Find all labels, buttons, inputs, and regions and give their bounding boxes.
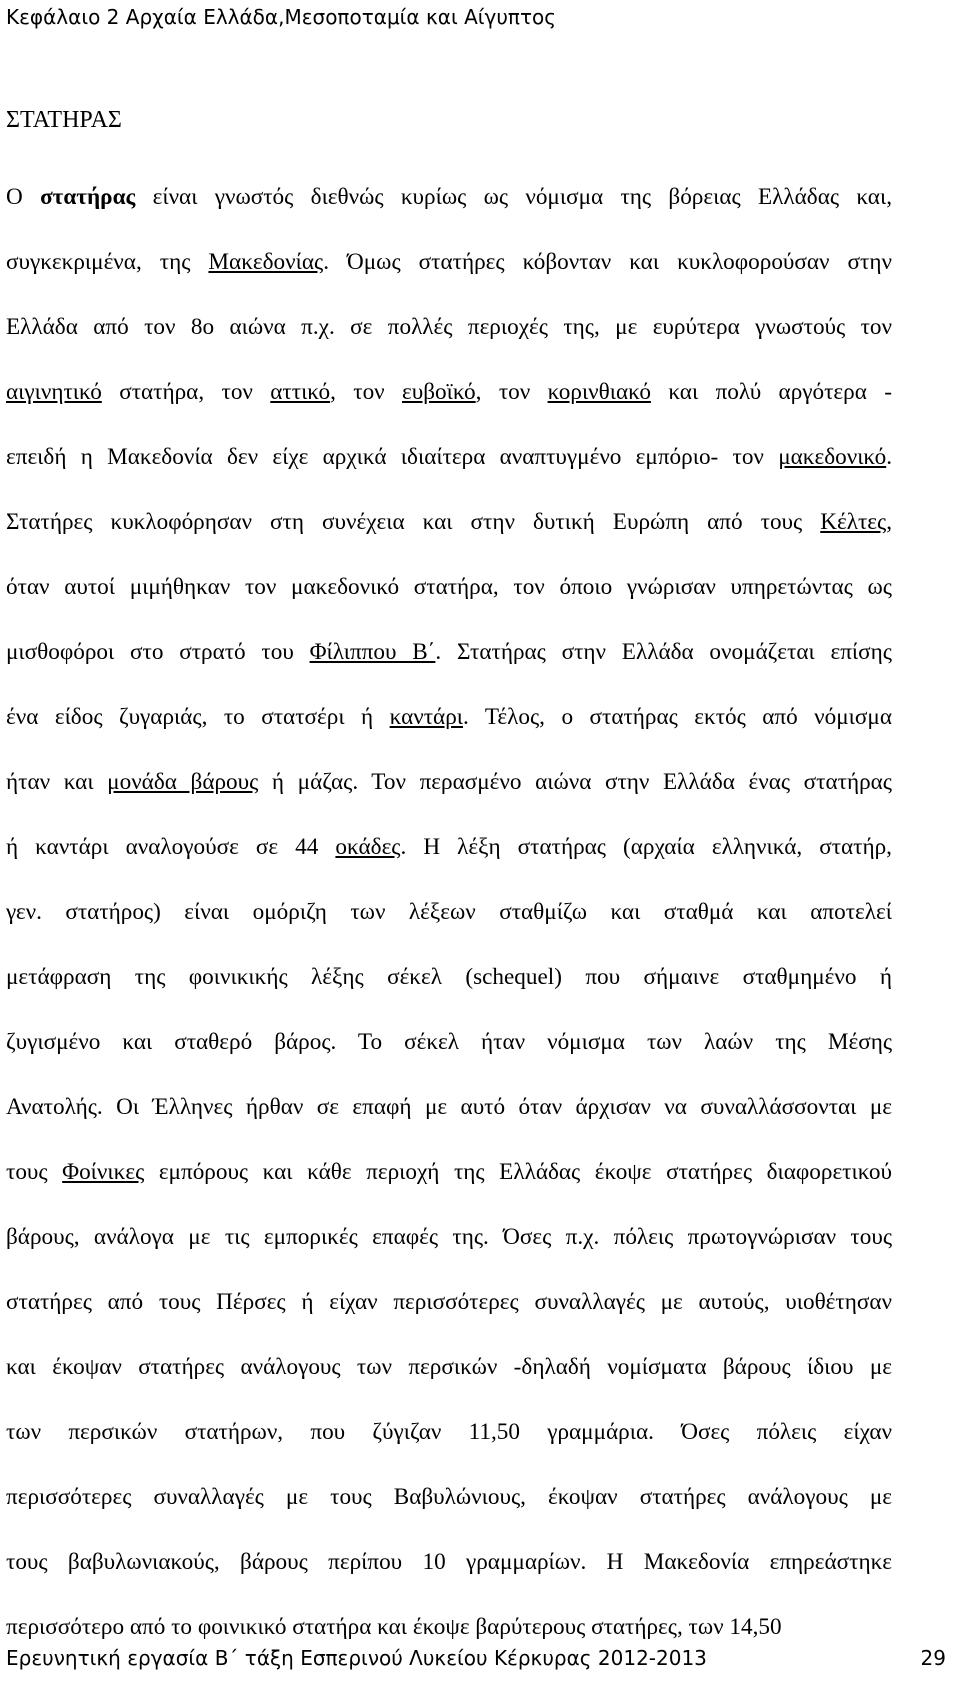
text-run: στατήρες από τους Πέρσες ή είχαν περισσότερες συναλλαγές με αυτούς, υιοθέτησαν [6, 1289, 892, 1315]
text-line [6, 815, 892, 880]
text-run: περισσότερο από το φοινικικό στατήρα και έκοψε βαρύτερους στατήρες, των 14,50 [6, 1614, 782, 1640]
text-line [6, 1465, 892, 1530]
text-link[interactable]: αττικό [270, 379, 331, 405]
text-link[interactable]: Μακεδονίας [208, 249, 324, 275]
text-run: στατήρα, τον [101, 379, 271, 405]
text-run: , τον [475, 379, 548, 405]
text-run: και έκοψαν στατήρες ανάλογους των περσικών -δηλαδή νομίσματα βάρους ίδιου με [6, 1354, 892, 1380]
body-text [6, 165, 892, 1660]
text-run: των περσικών στατήρων, που ζύγιζαν 11,50 γραμμάρια. Όσες πόλεις είχαν [6, 1419, 892, 1445]
text-run: , τον [330, 379, 403, 405]
text-run: γεν. στατήρος) είναι ομόριζη των λέξεων σταθμίζω και σταθμά και αποτελεί [6, 899, 892, 925]
text-run: μισθοφόροι στο στρατό του [6, 639, 310, 665]
text-link[interactable]: καντάρι [389, 704, 464, 730]
text-link[interactable]: ευβοϊκό [402, 379, 476, 405]
text-run: ή καντάρι αναλογούσε σε 44 [6, 834, 336, 860]
text-line [6, 1530, 892, 1595]
text-line [6, 750, 892, 815]
text-line [6, 425, 892, 490]
text-run: . Στατήρας στην Ελλάδα ονομάζεται επίσης [435, 639, 892, 665]
text-run: Ανατολής. Οι Έλληνες ήρθαν σε επαφή με αυτό όταν άρχισαν να συναλλάσσονται με [6, 1094, 892, 1120]
text-line [6, 945, 892, 1010]
text-link[interactable]: Φίλιππου Β΄ [309, 639, 436, 665]
text-line [6, 360, 892, 425]
page-footer [6, 1643, 946, 1673]
text-link[interactable]: Φοίνικες [62, 1159, 145, 1185]
text-run: τους [6, 1159, 63, 1185]
text-line [6, 1270, 892, 1335]
text-line [6, 1010, 892, 1075]
text-line [6, 490, 892, 555]
text-line [6, 165, 892, 230]
text-link[interactable]: οκάδες [335, 834, 401, 860]
text-line [6, 230, 892, 295]
text-run: . Τέλος, ο στατήρας εκτός από νόμισμα [463, 704, 892, 730]
text-run: . Η λέξη στατήρας (αρχαία ελληνικά, στατήρ, [400, 834, 892, 860]
text-link[interactable]: μακεδονικό [778, 444, 887, 470]
bold-term: στατήρας [40, 184, 136, 210]
text-run: περισσότερες συναλλαγές με τους Βαβυλώνιους, έκοψαν στατήρες ανάλογους με [6, 1484, 892, 1510]
text-run: ή μάζας. Τον περασμένο αιώνα στην Ελλάδα ένας στατήρας [258, 769, 892, 795]
text-run: . Όμως στατήρες κόβονταν και κυκλοφορούσαν στην [323, 249, 892, 275]
text-line [6, 1335, 892, 1400]
text-link[interactable]: Κέλτες [820, 509, 887, 535]
text-run: συγκεκριμένα, της [6, 249, 209, 275]
text-run: ένα είδος ζυγαριάς, το στατσέρι ή [6, 704, 390, 730]
footer-text: Ερευνητική εργασία Β΄ τάξη Εσπερινού Λυκείου Κέρκυρας 2012-2013 [6, 1646, 707, 1670]
text-run: Ο [6, 184, 41, 210]
text-run: είναι γνωστός διεθνώς κυρίως ως νόμισμα της βόρειας Ελλάδας και, [135, 184, 892, 210]
text-link[interactable]: μονάδα βάρους [107, 769, 259, 795]
text-line [6, 555, 892, 620]
text-line [6, 620, 892, 685]
page-header: Κεφάλαιο 2 Αρχαία Ελλάδα,Μεσοποταμία και Αίγυπτος [6, 5, 556, 29]
text-link[interactable]: αιγινητικό [6, 379, 102, 405]
text-run: και πολύ αργότερα - [650, 379, 892, 405]
text-run: Ελλάδα από τον 8ο αιώνα π.χ. σε πολλές περιοχές της, με ευρύτερα γνωστούς τον [6, 314, 892, 340]
text-line [6, 1140, 892, 1205]
page-number: 29 [920, 1646, 946, 1670]
text-line [6, 295, 892, 360]
text-run: ζυγισμένο και σταθερό βάρος. Το σέκελ ήταν νόμισμα των λαών της Μέσης [6, 1029, 892, 1055]
text-run: βάρους, ανάλογα με τις εμπορικές επαφές της. Όσες π.χ. πόλεις πρωτογνώρισαν τους [6, 1224, 892, 1250]
text-run: , [886, 509, 892, 535]
text-line [6, 1075, 892, 1140]
text-line [6, 1400, 892, 1465]
text-run: ήταν και [6, 769, 108, 795]
text-link[interactable]: κορινθιακό [547, 379, 651, 405]
section-title: ΣΤΑΤΗΡΑΣ [6, 107, 122, 133]
text-run: . [886, 444, 892, 470]
text-run: Στατήρες κυκλοφόρησαν στη συνέχεια και στην δυτική Ευρώπη από τους [6, 509, 821, 535]
text-run: επειδή η Μακεδονία δεν είχε αρχικά ιδιαίτερα αναπτυγμένο εμπόριο- τον [6, 444, 779, 470]
text-line [6, 1205, 892, 1270]
text-run: μετάφραση της φοινικικής λέξης σέκελ (schequel) που σήμαινε σταθμημένο ή [6, 964, 892, 990]
text-run: εμπόρους και κάθε περιοχή της Ελλάδας έκοψε στατήρες διαφορετικού [144, 1159, 892, 1185]
text-run: όταν αυτοί μιμήθηκαν τον μακεδονικό στατήρα, τον όποιο γνώρισαν υπηρετώντας ως [6, 574, 892, 600]
text-line [6, 685, 892, 750]
text-run: τους βαβυλωνιακούς, βάρους περίπου 10 γραμμαρίων. Η Μακεδονία επηρεάστηκε [6, 1549, 892, 1575]
text-line [6, 880, 892, 945]
